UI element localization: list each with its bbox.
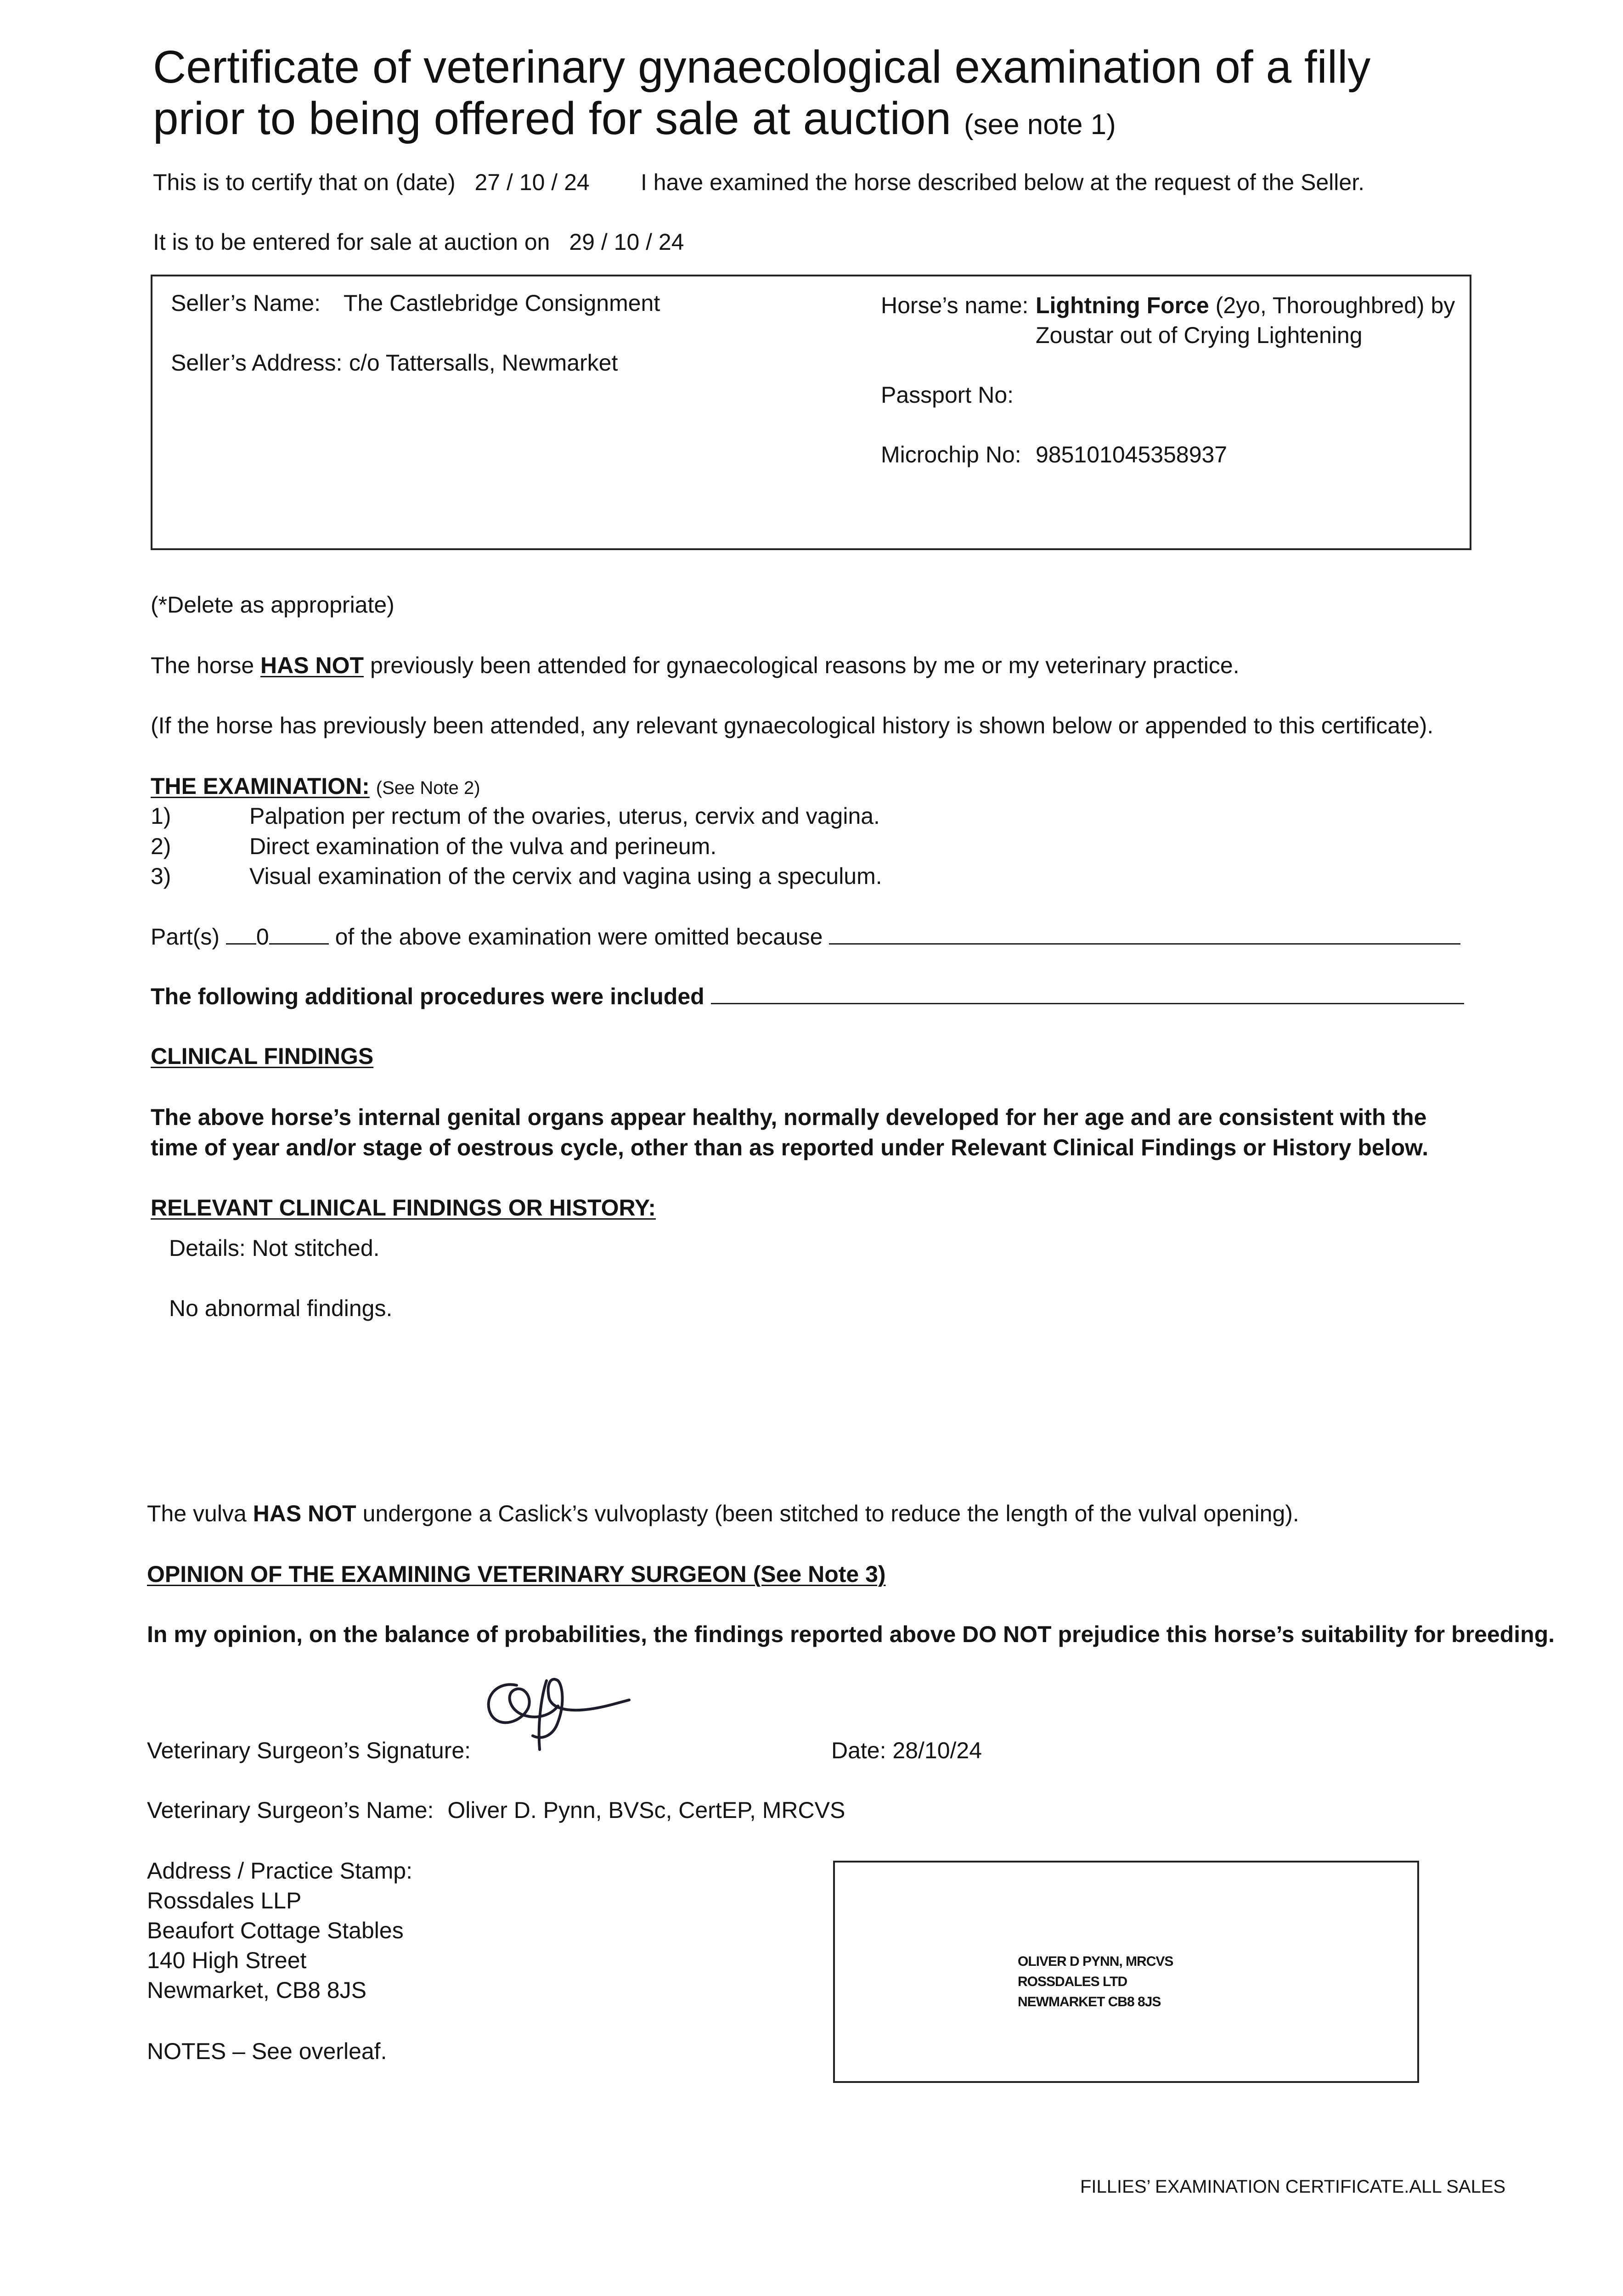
clinical-findings-heading: CLINICAL FINDINGS (151, 1043, 374, 1069)
microchip-number: 985101045358937 (1036, 442, 1228, 467)
attended-statement: The horse HAS NOT previously been attended for gynaecological reasons by me or my veterinary practice. (151, 653, 1240, 678)
parts-omitted-value: 0 (256, 924, 269, 950)
signature-label: Veterinary Surgeon’s Signature: (147, 1738, 471, 1763)
opinion-heading: OPINION OF THE EXAMINING VETERINARY SURGEON (See Note 3) (147, 1561, 886, 1587)
seller-address: c/o Tattersalls, Newmarket (349, 350, 618, 376)
examination-note: (See Note 2) (376, 778, 480, 798)
stamp-line: NEWMARKET CB8 8JS (1018, 1994, 1161, 2009)
notes-line: NOTES – See overleaf. (147, 2038, 387, 2064)
seller-name: The Castlebridge Consignment (344, 290, 660, 316)
address-line: Newmarket, CB8 8JS (147, 1977, 366, 2003)
examination-item: 3) Visual examination of the cervix and vagina using a speculum. (151, 863, 882, 889)
relevant-findings-heading: RELEVANT CLINICAL FINDINGS OR HISTORY: (151, 1195, 656, 1221)
microchip-label: Microchip No: (881, 442, 1021, 467)
horse-name-label: Horse’s name: (881, 293, 1029, 318)
stamp-line: OLIVER D PYNN, MRCVS (1018, 1954, 1173, 1969)
omitted-parts-line: Part(s) 0 of the above examination were omitted because (151, 922, 1460, 952)
attended-status: HAS NOT (260, 653, 364, 678)
page-title (153, 41, 1393, 151)
certify-suffix: I have examined the horse described below at the request of the Seller. (641, 169, 1364, 195)
surgeon-name-line: Veterinary Surgeon’s Name: Oliver D. Pynn, BVSc, CertEP, MRCVS (147, 1797, 845, 1823)
history-note: (If the horse has previously been attended, any relevant gynaecological history is shown below or appended to this certificate). (151, 713, 1434, 738)
title-line-2: prior to being offered for sale at auction (see note 1) (153, 93, 1116, 144)
relevant-details: Details: Not stitched. (169, 1235, 380, 1261)
signature-scribble (478, 1671, 634, 1754)
surgeon-name: Oliver D. Pynn, BVSc, CertEP, MRCVS (447, 1797, 845, 1823)
exam-date: 27 / 10 / 24 (474, 169, 590, 195)
horse-name-line (1036, 291, 1455, 321)
horse-details: (2yo, Thoroughbred) by (1215, 293, 1455, 318)
signature-image (478, 1671, 634, 1754)
auction-line: It is to be entered for sale at auction on 29 / 10 / 24 (153, 229, 684, 255)
seller-address-label: Seller’s Address: (171, 350, 343, 376)
vulva-statement: The vulva HAS NOT undergone a Caslick’s vulvoplasty (been stitched to reduce the length of the vulval opening). (147, 1501, 1299, 1526)
stamp-line: ROSSDALES LTD (1018, 1974, 1127, 1989)
vulva-status: HAS NOT (253, 1501, 356, 1526)
examination-heading: THE EXAMINATION: (See Note 2) (151, 773, 480, 799)
passport-label: Passport No: (881, 382, 1014, 408)
auction-date: 29 / 10 / 24 (569, 229, 684, 255)
additional-procedures-line: The following additional procedures were included (151, 982, 1464, 1012)
practice-address (147, 1856, 412, 2005)
address-line: Beaufort Cottage Stables (147, 1918, 404, 1943)
omitted-reason-field (829, 943, 1460, 945)
address-line: 140 High Street (147, 1947, 307, 1973)
seller-name-label: Seller’s Name: (171, 290, 321, 316)
delete-note: (*Delete as appropriate) (151, 592, 394, 618)
title-note: (see note 1) (964, 109, 1116, 141)
examination-item: 1) Palpation per rectum of the ovaries, uterus, cervix and vagina. (151, 803, 880, 829)
relevant-extra: No abnormal findings. (169, 1295, 393, 1321)
certify-line: This is to certify that on (date) 27 / 10 / 24 (153, 169, 590, 195)
address-label: Address / Practice Stamp: (147, 1858, 413, 1884)
opinion-statement: In my opinion, on the balance of probabilities, the findings reported above DO NOT prejudice this horse’s suitability for breeding. (147, 1621, 1555, 1647)
clinical-findings-statement: The above horse’s internal genital organs appear healthy, normally developed for her age and are consistent with the time of year and/or stage of oestrous cycle, other than as reported under Relevant Clinical Findings or History below. (151, 1104, 1429, 1160)
examination-item: 2) Direct examination of the vulva and perineum. (151, 833, 717, 859)
horse-name: Lightning Force (1036, 293, 1209, 318)
relevant-details-value: Not stitched. (252, 1235, 380, 1261)
signature-date: Date: 28/10/24 (831, 1738, 982, 1763)
address-line: Rossdales LLP (147, 1888, 302, 1913)
horse-pedigree: Zoustar out of Crying Lightening (1036, 322, 1363, 348)
additional-procedures-field (711, 1003, 1464, 1004)
title-line-1: Certificate of veterinary gynaecological examination of a filly (153, 41, 1371, 93)
footer-label: FILLIES’ EXAMINATION CERTIFICATE.ALL SALES (1080, 2177, 1506, 2197)
practice-stamp (1018, 1952, 1173, 2012)
